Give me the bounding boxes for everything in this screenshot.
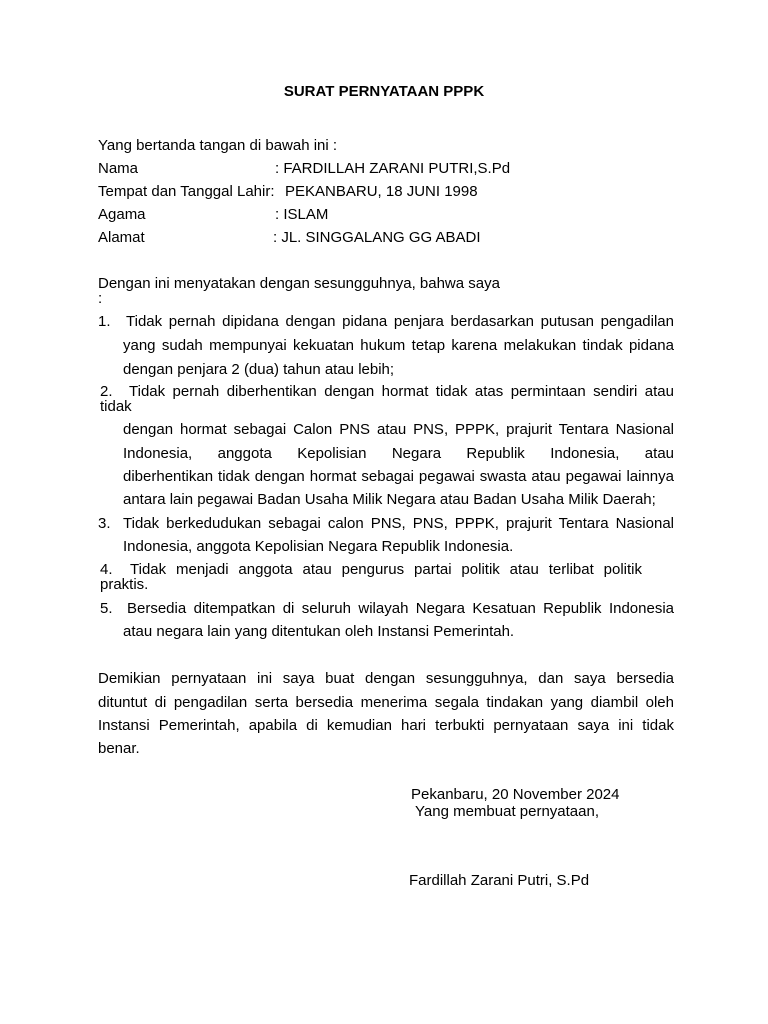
document-title: SURAT PERNYATAAN PPPK (283, 83, 485, 100)
closing-line: benar. (98, 740, 140, 757)
item-number: 2. (100, 383, 113, 400)
field-label-alamat: Alamat (98, 229, 145, 246)
item-number: 1. (98, 313, 111, 330)
item-line: atau negara lain yang ditentukan oleh Instansi Pemerintah. (123, 623, 515, 640)
item-line: diberhentikan tidak dengan hormat sebagai pegawai swasta atau pegawai lainnya (123, 468, 674, 485)
field-value-alamat: : JL. SINGGALANG GG ABADI (273, 229, 481, 246)
item-line: yang sudah mempunyai kekuatan hukum tetap karena melakukan tindak pidana (123, 337, 674, 354)
field-value-nama: : FARDILLAH ZARANI PUTRI,S.Pd (275, 160, 511, 177)
item-line: antara lain pegawai Badan Usaha Milik Negara atau Badan Usaha Milik Daerah; (123, 491, 656, 508)
item-line: tidak (100, 398, 132, 415)
item-line: Indonesia, anggota Kepolisian Negara Republik Indonesia, atau (123, 445, 674, 462)
field-label-ttl: Tempat dan Tanggal Lahir: (98, 183, 275, 200)
signer-caption: Yang membuat pernyataan, (415, 803, 600, 820)
item-line: Indonesia, anggota Kepolisian Negara Republik Indonesia. (123, 538, 514, 555)
place-date: Pekanbaru, 20 November 2024 (411, 786, 620, 803)
signer-name: Fardillah Zarani Putri, S.Pd (409, 872, 590, 889)
field-value-ttl: PEKANBARU, 18 JUNI 1998 (285, 183, 478, 200)
item-number: 4. (100, 561, 113, 578)
closing-line: dituntut di pengadilan serta bersedia menerima segala tindakan yang diambil oleh (98, 694, 674, 711)
item-line: dengan hormat sebagai Calon PNS atau PNS, PPPK, prajurit Tentara Nasional (123, 421, 674, 438)
intro-text: Yang bertanda tangan di bawah ini : (98, 137, 338, 154)
field-label-agama: Agama (98, 206, 146, 223)
item-line: praktis. (100, 576, 149, 593)
statement-colon: : (98, 290, 103, 307)
item-line: Bersedia ditempatkan di seluruh wilayah Negara Kesatuan Republik Indonesia (127, 600, 674, 617)
item-number: 5. (100, 600, 113, 617)
item-line: dengan penjara 2 (dua) tahun atau lebih; (123, 361, 395, 378)
closing-line: Demikian pernyataan ini saya buat dengan sesungguhnya, dan saya bersedia (98, 670, 674, 687)
field-value-agama: : ISLAM (275, 206, 329, 223)
item-line: Tidak pernah diberhentikan dengan hormat tidak atas permintaan sendiri atau (129, 383, 674, 400)
statement-lead: Dengan ini menyatakan dengan sesungguhnya, bahwa saya (98, 275, 500, 292)
item-line: Tidak berkedudukan sebagai calon PNS, PNS, PPPK, prajurit Tentara Nasional (123, 515, 674, 532)
field-label-nama: Nama (98, 160, 139, 177)
item-line: Tidak pernah dipidana dengan pidana penjara berdasarkan putusan pengadilan (126, 313, 674, 330)
item-number: 3. (98, 515, 111, 532)
closing-line: Instansi Pemerintah, apabila di kemudian hari terbukti pernyataan saya ini tidak (98, 717, 674, 734)
item-line: Tidak menjadi anggota atau pengurus partai politik atau terlibat politik (130, 561, 642, 578)
